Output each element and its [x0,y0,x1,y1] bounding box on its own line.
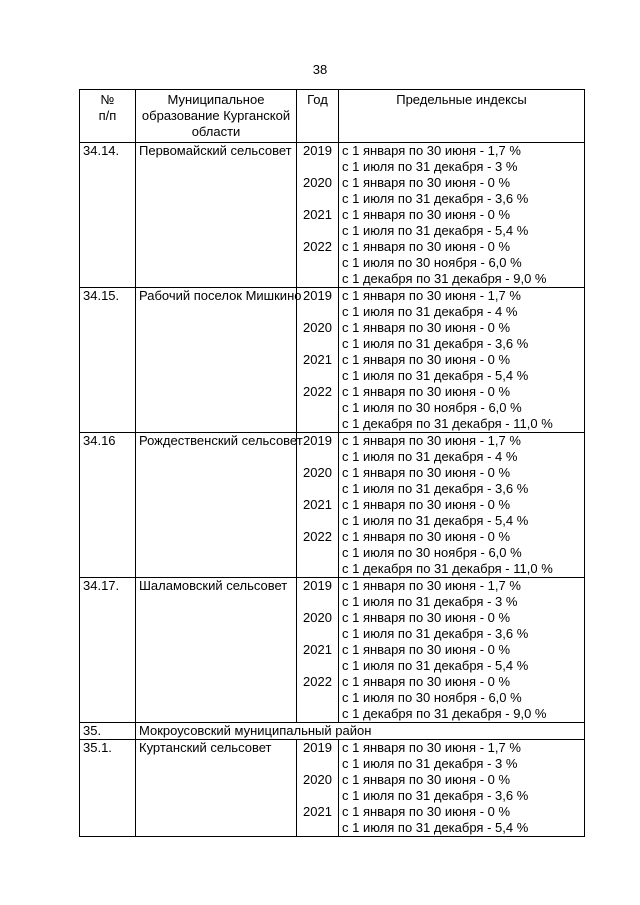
municipality-name: Куртанский сельсовет [136,740,297,837]
year-value [300,690,335,706]
index-line: с 1 января по 30 июня - 1,7 % [342,578,521,593]
index-line: с 1 июля по 31 декабря - 4 % [342,304,518,319]
index-line: с 1 июля по 30 ноября - 6,0 % [342,255,522,270]
index-line: с 1 января по 30 июня - 1,7 % [342,143,521,158]
index-line: с 1 июля по 31 декабря - 5,4 % [342,513,529,528]
year-value [300,449,335,465]
year-value [300,223,335,239]
header-municipality: Муниципальное образование Курганской области [136,90,297,143]
index-line: с 1 января по 30 июня - 0 % [342,207,511,222]
index-line: с 1 июля по 31 декабря - 3,6 % [342,336,529,351]
year-value: 2020 [303,175,332,190]
index-line: с 1 января по 30 июня - 0 % [342,239,511,254]
index-line: с 1 декабря по 31 декабря - 9,0 % [342,706,547,721]
year-cell [297,143,339,288]
year-value: 2020 [303,320,332,335]
year-value: 2019 [303,143,332,158]
municipality-name: Шаламовский сельсовет [136,578,297,723]
index-line: с 1 июля по 31 декабря - 3 % [342,159,518,174]
indices-cell [339,740,585,837]
row-number: 34.15. [80,288,136,433]
year-value: 2019 [303,740,332,755]
year-cell [297,288,339,433]
year-value [300,416,335,432]
table-row [80,723,585,740]
year-value [300,561,335,577]
index-line: с 1 января по 30 июня - 0 % [342,465,511,480]
indices-cell [339,433,585,578]
year-value [300,304,335,320]
index-line: с 1 января по 30 июня - 0 % [342,320,511,335]
year-value [300,481,335,497]
year-value: 2019 [303,433,332,448]
year-value: 2021 [303,804,332,819]
year-value: 2020 [303,610,332,625]
row-number: 34.14. [80,143,136,288]
table-body [80,143,585,837]
municipality-name: Первомайский сельсовет [136,143,297,288]
year-value [300,658,335,674]
year-value: 2021 [303,352,332,367]
year-value [300,706,335,722]
table-row [80,578,585,723]
index-line: с 1 июля по 31 декабря - 5,4 % [342,820,529,835]
year-value: 2021 [303,642,332,657]
index-line: с 1 января по 30 июня - 1,7 % [342,288,521,303]
index-line: с 1 июля по 31 декабря - 3,6 % [342,626,529,641]
row-number: 35.1. [80,740,136,837]
header-indices: Предельные индексы [339,90,585,143]
year-value [300,191,335,207]
index-line: с 1 июля по 31 декабря - 4 % [342,449,518,464]
table-row [80,143,585,288]
year-value: 2019 [303,288,332,303]
year-cell [297,433,339,578]
year-value [300,368,335,384]
index-line: с 1 января по 30 июня - 0 % [342,642,511,657]
table-row [80,433,585,578]
index-line: с 1 января по 30 июня - 0 % [342,497,511,512]
index-line: с 1 июля по 30 ноября - 6,0 % [342,400,522,415]
index-line: с 1 января по 30 июня - 1,7 % [342,740,521,755]
year-value: 2021 [303,207,332,222]
table-header-row [80,90,585,143]
index-line: с 1 июля по 31 декабря - 3,6 % [342,481,529,496]
year-value: 2020 [303,772,332,787]
year-value [300,255,335,271]
year-value: 2022 [303,384,332,399]
year-value: 2022 [303,239,332,254]
index-line: с 1 июля по 31 декабря - 3,6 % [342,788,529,803]
index-line: с 1 января по 30 июня - 0 % [342,610,511,625]
year-value [300,159,335,175]
year-value [300,400,335,416]
index-line: с 1 декабря по 31 декабря - 11,0 % [342,561,553,576]
year-value [300,336,335,352]
year-cell [297,740,339,837]
page-number: 38 [312,62,328,77]
year-value: 2022 [303,529,332,544]
year-value [300,820,335,836]
table-row [80,740,585,837]
index-line: с 1 июля по 31 декабря - 3,6 % [342,191,529,206]
year-value: 2020 [303,465,332,480]
row-number: 34.16 [80,433,136,578]
index-line: с 1 июля по 30 ноября - 6,0 % [342,545,522,560]
index-line: с 1 июля по 31 декабря - 5,4 % [342,223,529,238]
year-value [300,594,335,610]
index-line: с 1 января по 30 июня - 0 % [342,772,511,787]
district-name: Мокроусовский муниципальный район [136,723,585,740]
year-value [300,626,335,642]
limit-indices-table [79,89,585,837]
year-value [300,756,335,772]
index-line: с 1 июля по 31 декабря - 3 % [342,594,518,609]
index-line: с 1 июля по 30 ноября - 6,0 % [342,690,522,705]
year-value [300,788,335,804]
index-line: с 1 июля по 31 декабря - 5,4 % [342,658,529,673]
indices-cell [339,578,585,723]
table-row [80,288,585,433]
index-line: с 1 июля по 31 декабря - 3 % [342,756,518,771]
row-number: 35. [80,723,136,740]
index-line: с 1 января по 30 июня - 0 % [342,384,511,399]
year-value: 2021 [303,497,332,512]
year-cell [297,578,339,723]
index-line: с 1 декабря по 31 декабря - 11,0 % [342,416,553,431]
row-number: 34.17. [80,578,136,723]
index-line: с 1 января по 30 июня - 0 % [342,352,511,367]
index-line: с 1 января по 30 июня - 0 % [342,529,511,544]
year-value: 2022 [303,674,332,689]
index-line: с 1 января по 30 июня - 0 % [342,175,511,190]
header-year: Год [297,90,339,143]
indices-cell [339,288,585,433]
index-line: с 1 января по 30 июня - 0 % [342,804,511,819]
indices-cell [339,143,585,288]
index-line: с 1 января по 30 июня - 1,7 % [342,433,521,448]
municipality-name: Рабочий поселок Мишкино [136,288,297,433]
index-line: с 1 июля по 31 декабря - 5,4 % [342,368,529,383]
index-line: с 1 декабря по 31 декабря - 9,0 % [342,271,547,286]
year-value [300,271,335,287]
index-line: с 1 января по 30 июня - 0 % [342,674,511,689]
header-num: № п/п [80,90,136,143]
year-value [300,513,335,529]
municipality-name: Рождественский сельсовет [136,433,297,578]
year-value [300,545,335,561]
year-value: 2019 [303,578,332,593]
